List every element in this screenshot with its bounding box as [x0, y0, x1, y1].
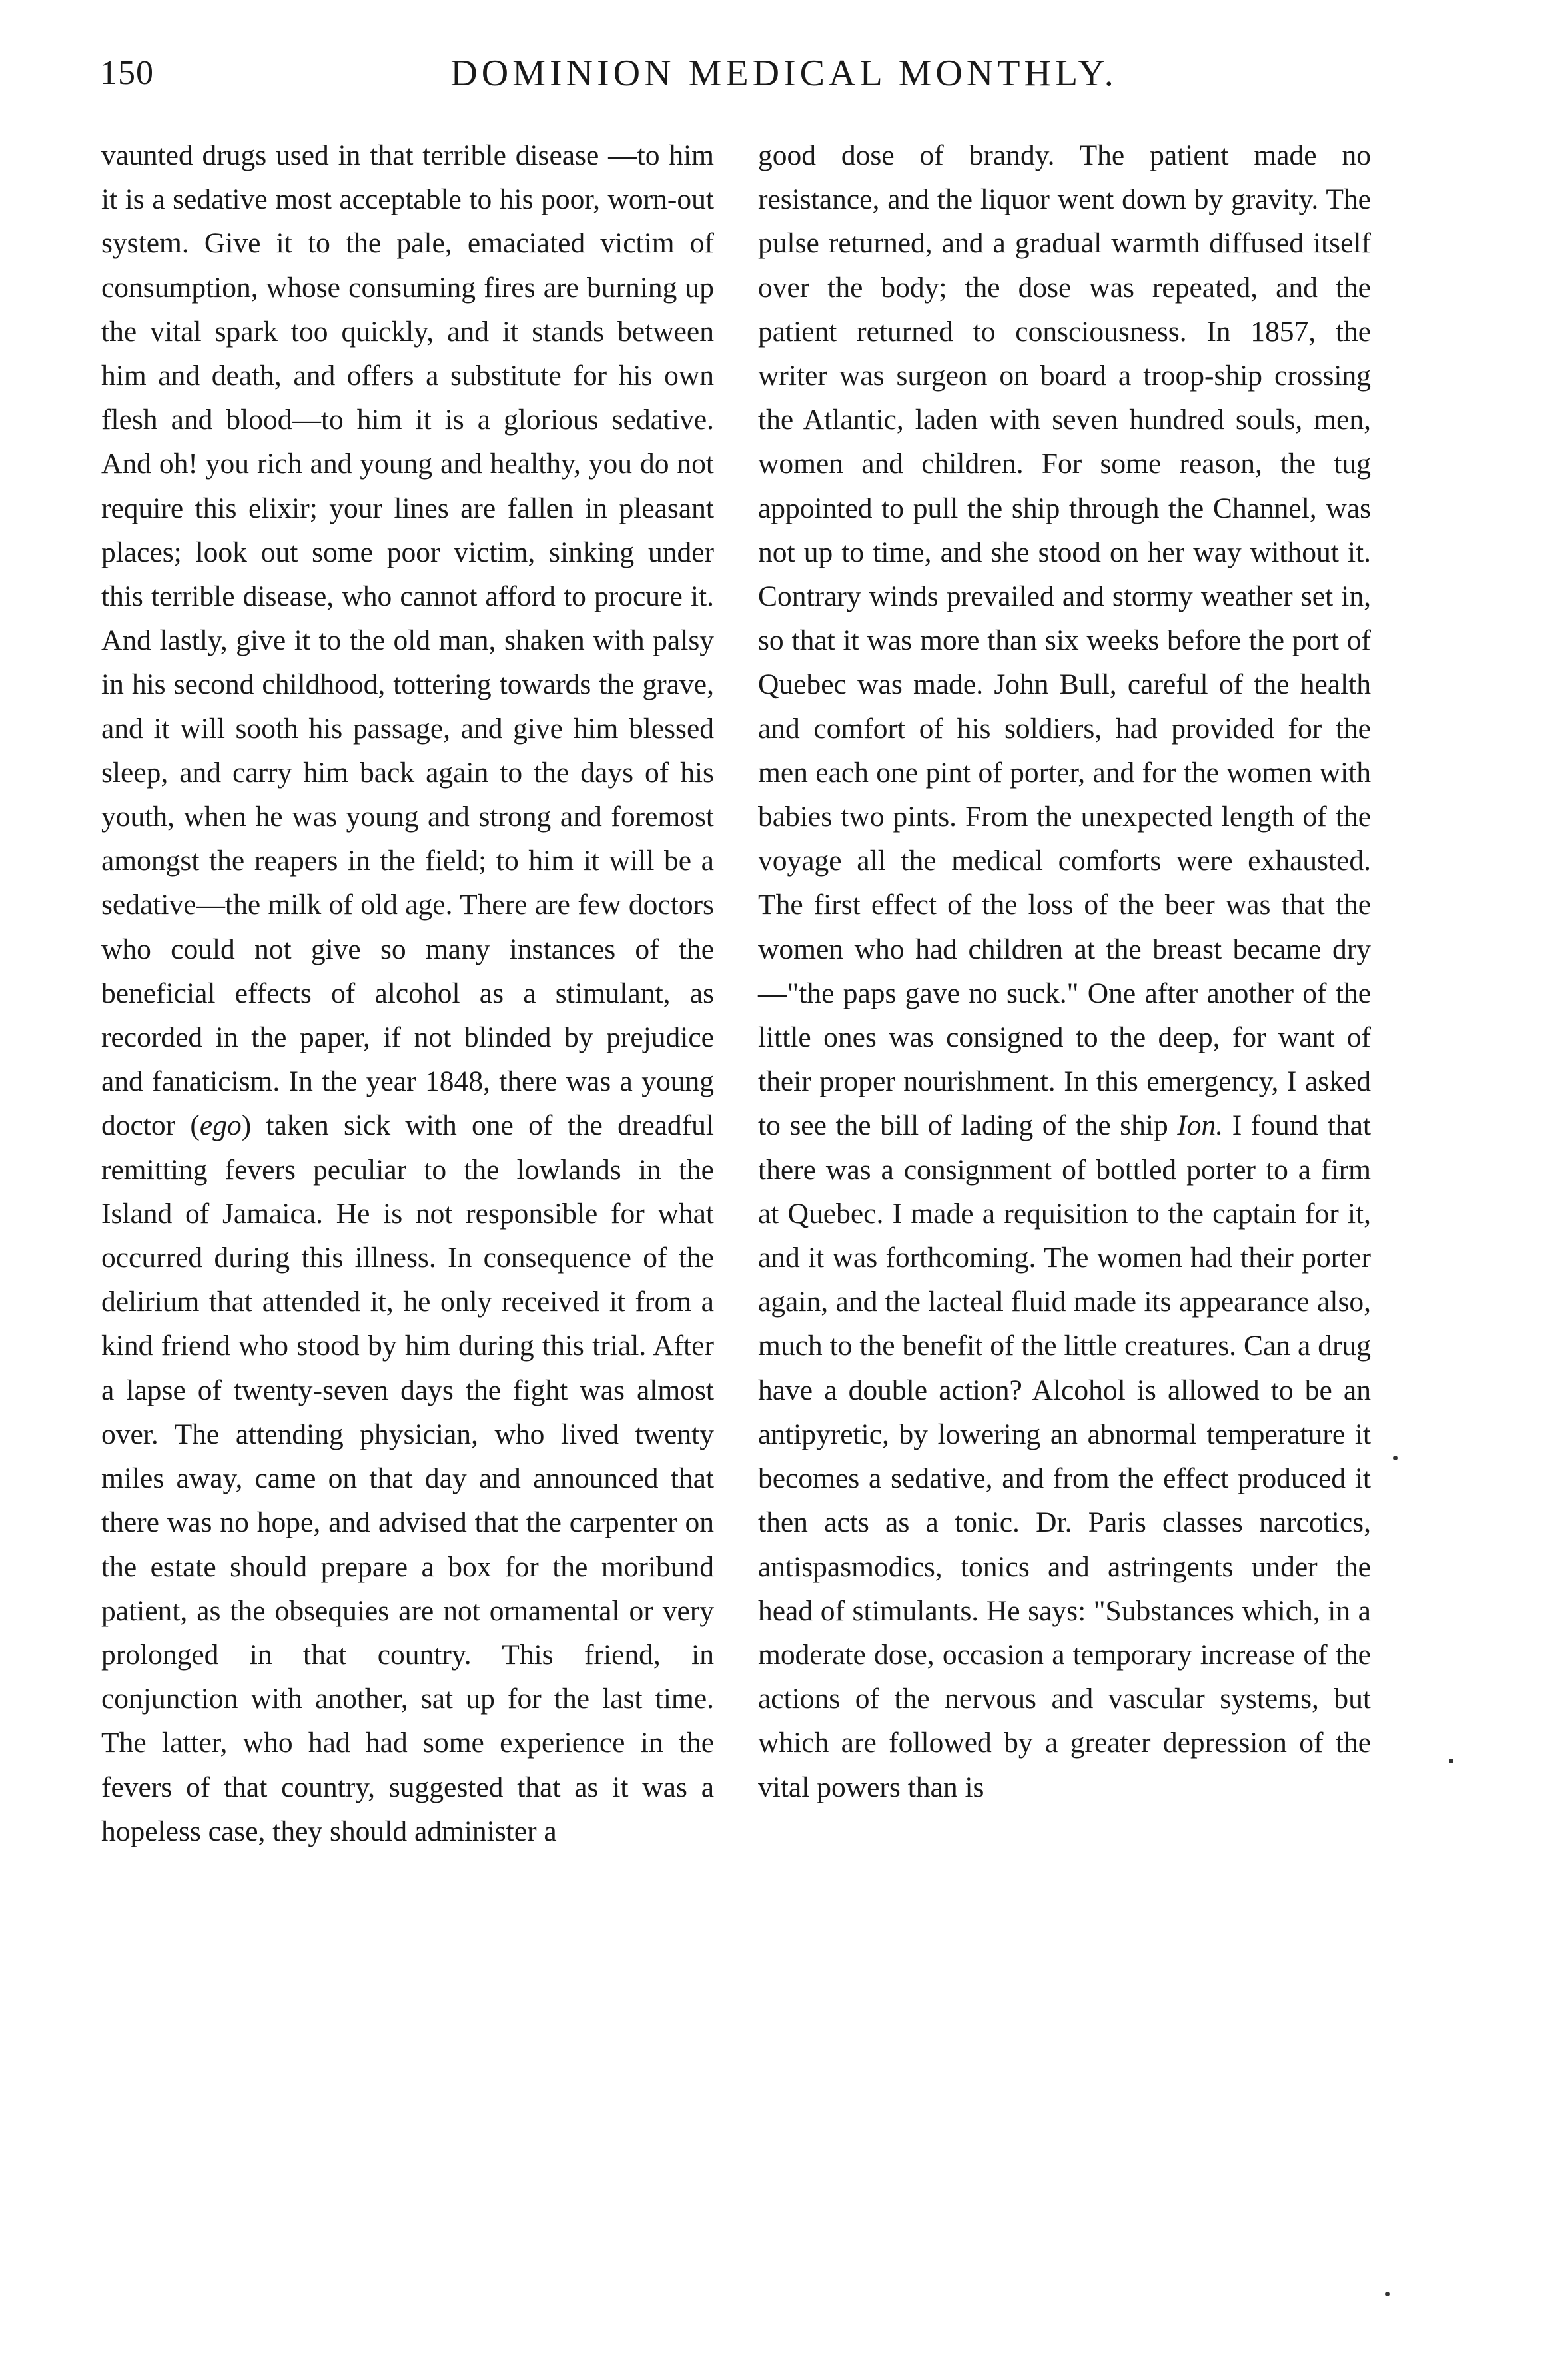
scan-speck	[1449, 1759, 1453, 1763]
running-title: DOMINION MEDICAL MONTHLY.	[450, 53, 1118, 94]
right-column	[758, 133, 1371, 1809]
left-column-paragraph	[101, 133, 714, 1853]
italic-ship-name: Ion.	[1177, 1109, 1224, 1142]
left-text-part-1: vaunted drugs used in that terrible disease —to him it is a sedative most acceptable to his poor, worn-out system. Give it to the pale, emaciated victim of consumption, whose consuming fires are burning up the vital spark too quickly, and it stands between him and death, and offers a substitute for his own flesh and blood—to him it is a glorious sedative. And oh! you rich and young and healthy, you do not require this elixir; your lines are fallen in pleasant places; look out some poor victim, sinking under this terrible disease, who cannot afford to procure it. And lastly, give it to the old man, shaken with palsy in his second childhood, tottering towards the grave, and it will sooth his passage, and give him blessed sleep, and carry him back again to the days of his youth, when he was young and strong and foremost amongst the reapers in the field; to him it will be a sedative—the milk of old age. There are few doctors who could not give so many instances of the beneficial effects of alcohol as a stimulant, as recorded in the paper, if not blinded by prejudice and fanaticism. In the year 1848, there was a young doctor (	[101, 139, 714, 1142]
right-text-part-1: good dose of brandy. The patient made no resistance, and the liquor went down by gravity. The pulse returned, and a gradual warmth diffused itself over the body; the dose was repeated, and the patient returned to consciousness. In 1857, the writer was surgeon on board a troop-ship crossing the Atlantic, laden with seven hundred souls, men, women and children. For some reason, the tug appointed to pull the ship through the Channel, was not up to time, and she stood on her way without it. Contrary winds prevailed and stormy weather set in, so that it was more than six weeks before the port of Quebec was made. John Bull, careful of the health and comfort of his soldiers, had provided for the men each one pint of porter, and for the women with babies two pints. From the unexpected length of the voyage all the medical comforts were exhausted. The first effect of the loss of the beer was that the women who had children at the breast became dry—"the paps gave no suck." One after another of the little ones was consigned to the deep, for want of their proper nourishment. In this emergency, I asked to see the bill of lading of the ship	[758, 139, 1371, 1142]
right-column-paragraph	[758, 133, 1371, 1809]
scan-speck	[1385, 2292, 1390, 2296]
italic-ego: ego	[199, 1109, 242, 1142]
page-number: 150	[100, 54, 154, 92]
left-column	[101, 133, 714, 1853]
right-text-part-2: I found that there was a consignment of bottled porter to a firm at Quebec. I made a requisition to the captain for it, and it was forthcoming. The women had their porter again, and the lacteal fluid made its appearance also, much to the benefit of the little creatures. Can a drug have a double action? Alcohol is allowed to be an antipyretic, by lowering an abnormal temperature it becomes a sedative, and from the effect produced it then acts as a tonic. Dr. Paris classes narcotics, antispasmodics, tonics and astringents under the head of stimulants. He says: "Substances which, in a moderate dose, occasion a temporary increase of the actions of the nervous and vascular systems, but which are followed by a greater depression of the vital powers than is	[758, 1109, 1372, 1803]
scan-speck	[1393, 1456, 1398, 1460]
left-text-part-2: ) taken sick with one of the dreadful remitting fevers peculiar to the lowlands in the Island of Jamaica. He is not responsible for what occurred during this illness. In consequence of the delirium that attended it, he only received it from a kind friend who stood by him during this trial. After a lapse of twenty-seven days the fight was almost over. The attending physician, who lived twenty miles away, came on that day and announced that there was no hope, and advised that the carpenter on the estate should prepare a box for the moribund patient, as the obsequies are not ornamental or very prolonged in that country. This friend, in conjunction with another, sat up for the last time. The latter, who had had some experience in the fevers of that country, suggested that as it was a hopeless case, they should administer a	[101, 1109, 715, 1847]
